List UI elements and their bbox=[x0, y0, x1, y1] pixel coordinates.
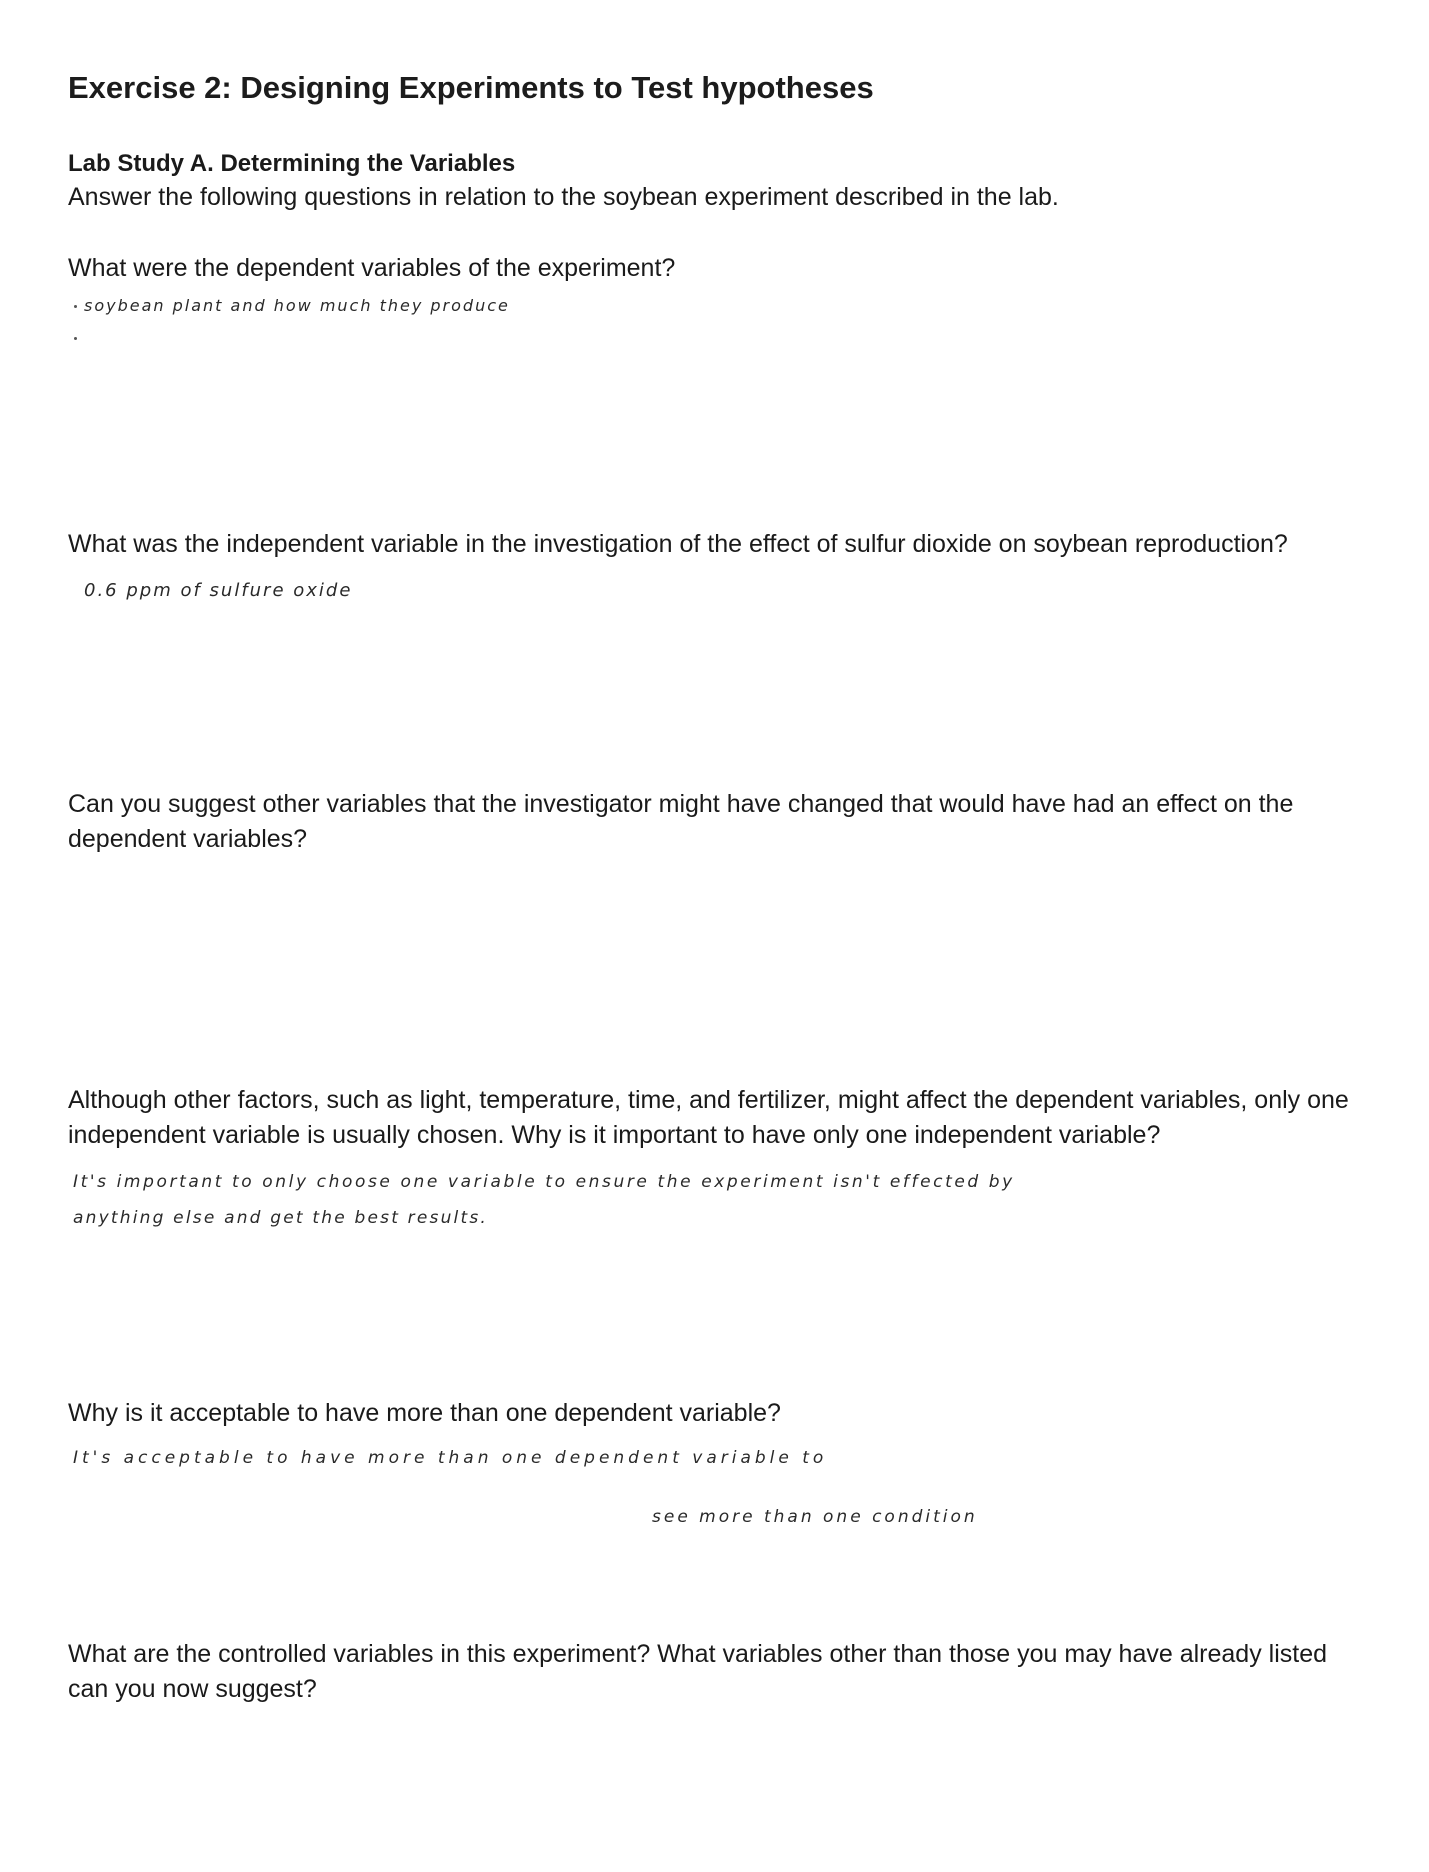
answer-bullet bbox=[74, 337, 77, 340]
question-4: Although other factors, such as light, temperature, time, and fertilizer, might affect the dependent variables, only one independent variable is usually chosen. Why is it important to have only one independent variable? bbox=[68, 1086, 1349, 1149]
answer-bullet bbox=[74, 305, 77, 308]
question-3: Can you suggest other variables that the investigator might have changed that would have had an effect on the dependent variables? bbox=[68, 790, 1294, 853]
question-6: What are the controlled variables in this experiment? What variables other than those you may have already listed can you now suggest? bbox=[68, 1640, 1327, 1703]
handwritten-answer-4-line-1: It's important to only choose one variable to ensure the experiment isn't effected by bbox=[73, 1172, 1015, 1192]
page-title: Exercise 2: Designing Experiments to Test hypotheses bbox=[68, 70, 874, 105]
question-2: What was the independent variable in the investigation of the effect of sulfur dioxide on soybean reproduction? bbox=[68, 530, 1288, 558]
handwritten-answer-5-line-1: It's acceptable to have more than one dependent variable to bbox=[73, 1448, 828, 1468]
lab-study-heading: Lab Study A. Determining the Variables bbox=[68, 150, 516, 177]
question-1: What were the dependent variables of the experiment? bbox=[68, 254, 676, 282]
handwritten-answer-1: soybean plant and how much they produce bbox=[84, 296, 510, 315]
handwritten-answer-2: 0.6 ppm of sulfure oxide bbox=[84, 580, 353, 601]
lab-study-instructions: Answer the following questions in relation to the soybean experiment described in the lab. bbox=[68, 183, 1059, 211]
question-5: Why is it acceptable to have more than one dependent variable? bbox=[68, 1399, 781, 1427]
handwritten-answer-5-line-2: see more than one condition bbox=[652, 1507, 978, 1527]
handwritten-answer-4-line-2: anything else and get the best results. bbox=[73, 1208, 489, 1228]
